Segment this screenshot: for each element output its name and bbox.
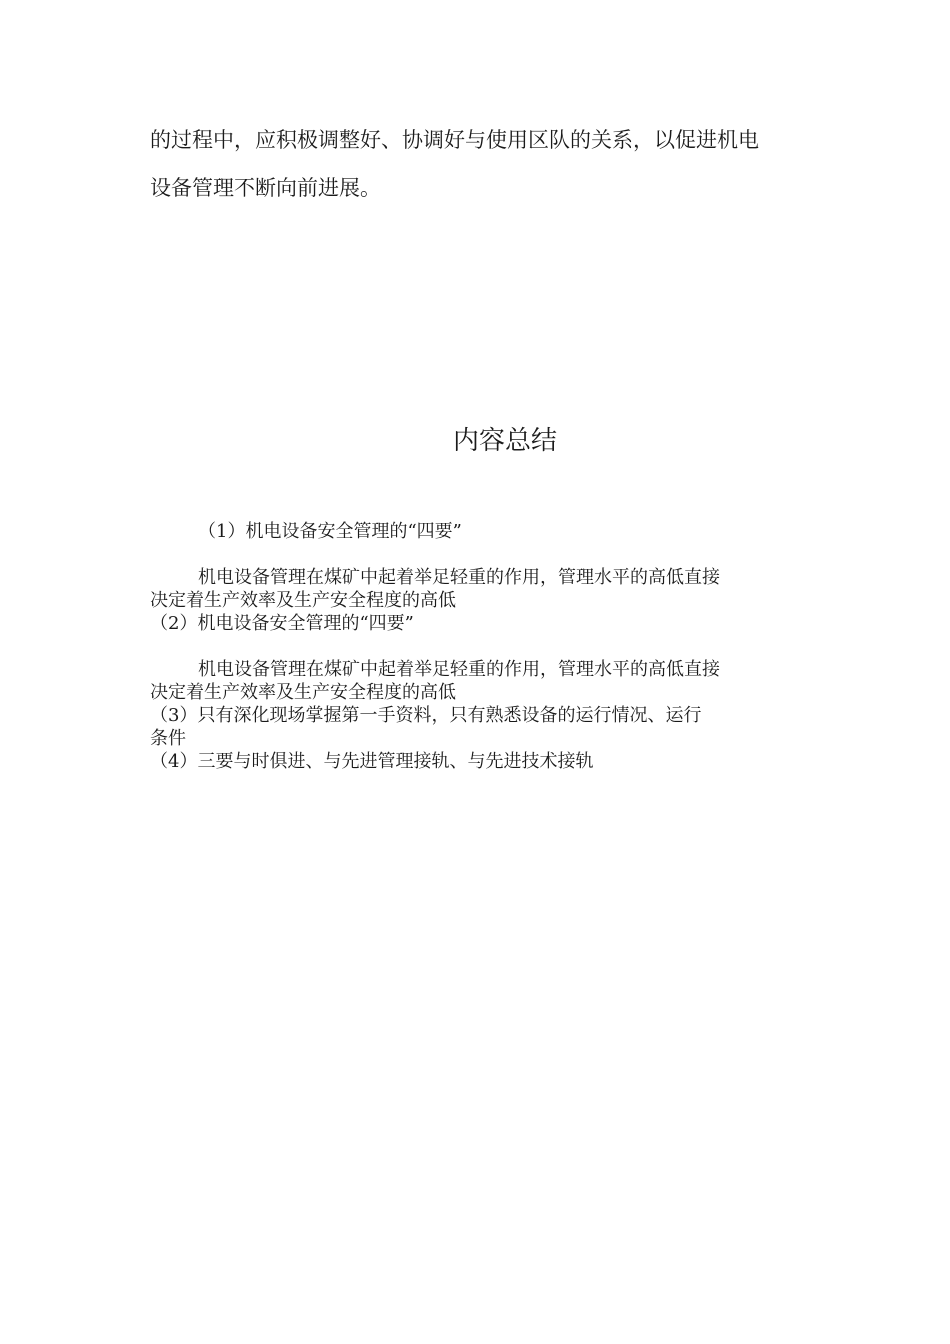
summary-item-4-line-1: （4）三要与时俱进、与先进管理接轨、与先进技术接轨 <box>150 751 594 772</box>
intro-paragraph-line-2: 设备管理不断向前进展。 <box>150 176 381 200</box>
summary-item-3-line-1: （3）只有深化现场掌握第一手资料，只有熟悉设备的运行情况、运行 <box>150 705 702 726</box>
summary-item-2-body-line-2: 决定着生产效率及生产安全程度的高低 <box>150 682 456 703</box>
summary-item-1-heading: （1）机电设备安全管理的“四要” <box>198 521 462 542</box>
summary-title: 内容总结 <box>452 426 557 456</box>
summary-item-2-heading: （2）机电设备安全管理的“四要” <box>150 613 414 634</box>
summary-item-1-body-line-1: 机电设备管理在煤矿中起着举足轻重的作用，管理水平的高低直接 <box>198 567 720 588</box>
summary-item-2-body-line-1: 机电设备管理在煤矿中起着举足轻重的作用，管理水平的高低直接 <box>198 659 720 680</box>
summary-item-1-body-line-2: 决定着生产效率及生产安全程度的高低 <box>150 590 456 611</box>
intro-paragraph-line-1: 的过程中，应积极调整好、协调好与使用区队的关系，以促进机电 <box>150 128 759 152</box>
summary-spacer <box>150 635 810 658</box>
summary-section <box>150 520 810 773</box>
summary-spacer <box>150 543 810 566</box>
intro-paragraph <box>150 116 810 212</box>
summary-item-3-line-2: 条件 <box>150 728 186 749</box>
